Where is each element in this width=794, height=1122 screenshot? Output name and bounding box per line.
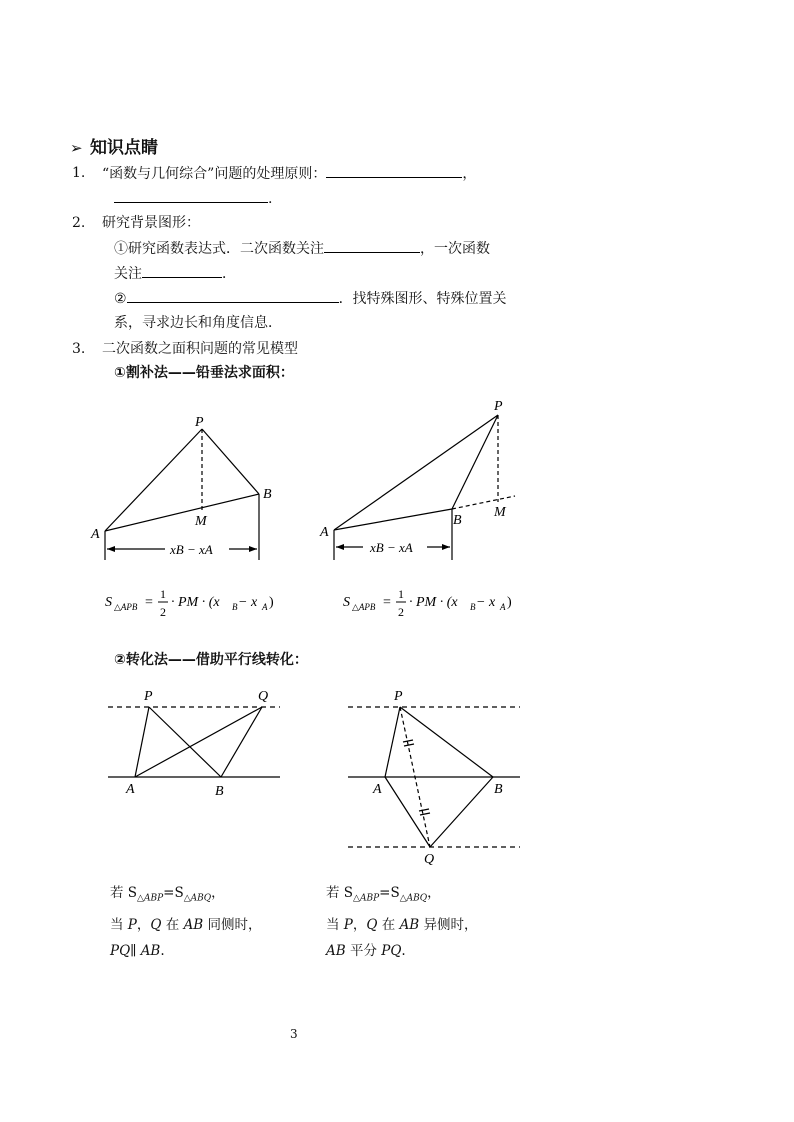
label-B: B [263,487,272,502]
formula-minus: − x [238,595,258,610]
item-2-number: 2. [72,215,86,231]
item-3-number: 3. [72,341,86,357]
item-2-l1b: ，一次函数 [420,241,490,257]
label-M: M [494,505,506,520]
formula-close: ) [269,595,274,610]
page-number: 3 [290,1027,298,1041]
figure-vertical-method-1 [85,405,295,570]
label-P: P [144,689,153,704]
label-Q: Q [424,852,435,867]
formula-minus: − x [476,595,496,610]
arrowhead-left [107,546,115,552]
item-1-comma: ， [462,166,477,182]
caption-same-side [110,880,262,964]
segment-PB [452,415,498,509]
answer-blank [324,238,420,253]
answer-blank [326,163,462,178]
segment-PB [202,429,259,494]
caption-opposite-side [326,880,478,964]
item-2-line1 [114,238,490,259]
item-2-line3 [114,288,507,309]
arrow-bullet-icon: ➢ [70,139,83,157]
formula-body: · PM · (x [409,595,458,610]
formula-equals: = [383,595,391,610]
segment-BQ [430,777,493,847]
formula-sub-b: B [232,602,238,612]
item-2-line2 [114,263,236,284]
arrowhead-left [336,544,344,550]
answer-blank [142,263,222,278]
caption-line-1: 若 $S_{\triangle ABP}=S_{\triangle ABQ}$， [110,885,225,904]
item-2-l1a: ①研究函数表达式．二次函数关注 [114,241,324,257]
label-B: B [494,782,503,797]
width-label: xB − xA [370,540,413,555]
item-1-line2 [114,188,272,209]
item-3-text: 二次函数之面积问题的常见模型 [102,341,298,357]
method2-title: ②转化法——借助平行线转化： [114,652,308,668]
label-P: P [394,689,403,704]
segment-PB [400,707,493,777]
equal-mark [420,813,430,815]
label-B: B [453,513,462,528]
area-formula-left [105,585,290,621]
item-2-line4: 系，寻求边长和角度信息． [114,315,282,331]
item-2-l2a: 关注 [114,266,142,282]
answer-blank [127,288,339,303]
label-A: A [373,782,382,797]
item-1-text: “函数与几何综合”问题的处理原则： [102,166,327,182]
formula-numerator: 1 [160,587,166,601]
figure-opposite-side [345,685,525,870]
caption-line-3: PQ∥ AB. [110,942,165,959]
item-1-period: . [268,191,273,207]
section-heading [70,133,158,158]
heading-text: 知识点睛 [90,138,158,158]
label-A: A [320,525,329,540]
caption-line-2: 当 P，Q 在 AB 异侧时， [326,916,478,933]
arrowhead-right [442,544,450,550]
formula-S: S [105,595,112,610]
segment-QB [221,707,262,777]
segment-AB [334,509,452,530]
label-A: A [126,782,135,797]
width-label: xB − xA [170,542,213,557]
item-2-text: 研究背景图形： [102,215,200,231]
equal-mark [404,744,414,746]
item-2-l3a: ② [114,291,127,307]
label-A: A [91,527,100,542]
equal-mark [419,809,429,811]
arrowhead-right [249,546,257,552]
caption-line-2: 当 P，Q 在 AB 同侧时， [110,916,262,933]
item-2-l3b: ．找特殊图形、特殊位置关 [338,291,507,307]
label-Q: Q [258,689,269,704]
answer-blank [114,188,268,203]
segment-AP [135,707,149,777]
label-B: B [215,784,224,799]
segment-AP [105,429,202,531]
formula-S: S [343,595,350,610]
item-1-number: 1. [72,165,86,181]
figure-vertical-method-2 [315,395,530,570]
formula-equals: = [145,595,153,610]
label-M: M [195,514,207,529]
item-2-l2b: ． [222,266,236,282]
formula-denominator: 2 [160,605,166,619]
segment-AQ [135,707,262,777]
label-P: P [195,415,204,430]
formula-sub-a: A [262,602,268,612]
formula-denominator: 2 [398,605,404,619]
segment-PB [149,707,221,777]
caption-line-3: AB 平分 PQ. [326,942,406,959]
segment-AP [334,415,498,530]
formula-subscript: △APB [352,602,376,612]
formula-numerator: 1 [398,587,404,601]
formula-close: ) [507,595,512,610]
item-1-line1 [102,163,476,184]
formula-sub-a: A [500,602,506,612]
formula-subscript: △APB [114,602,138,612]
segment-PA [385,707,400,777]
area-formula-right [343,585,528,621]
label-P: P [494,399,503,414]
segment-AQ [385,777,430,847]
formula-sub-b: B [470,602,476,612]
formula-body: · PM · (x [171,595,220,610]
segment-AB [105,494,259,531]
method1-title: ①割补法——铅垂法求面积： [114,365,294,381]
figure-same-side [105,685,285,800]
caption-line-1: 若 $S_{\triangle ABP}=S_{\triangle ABQ}$， [326,885,441,904]
